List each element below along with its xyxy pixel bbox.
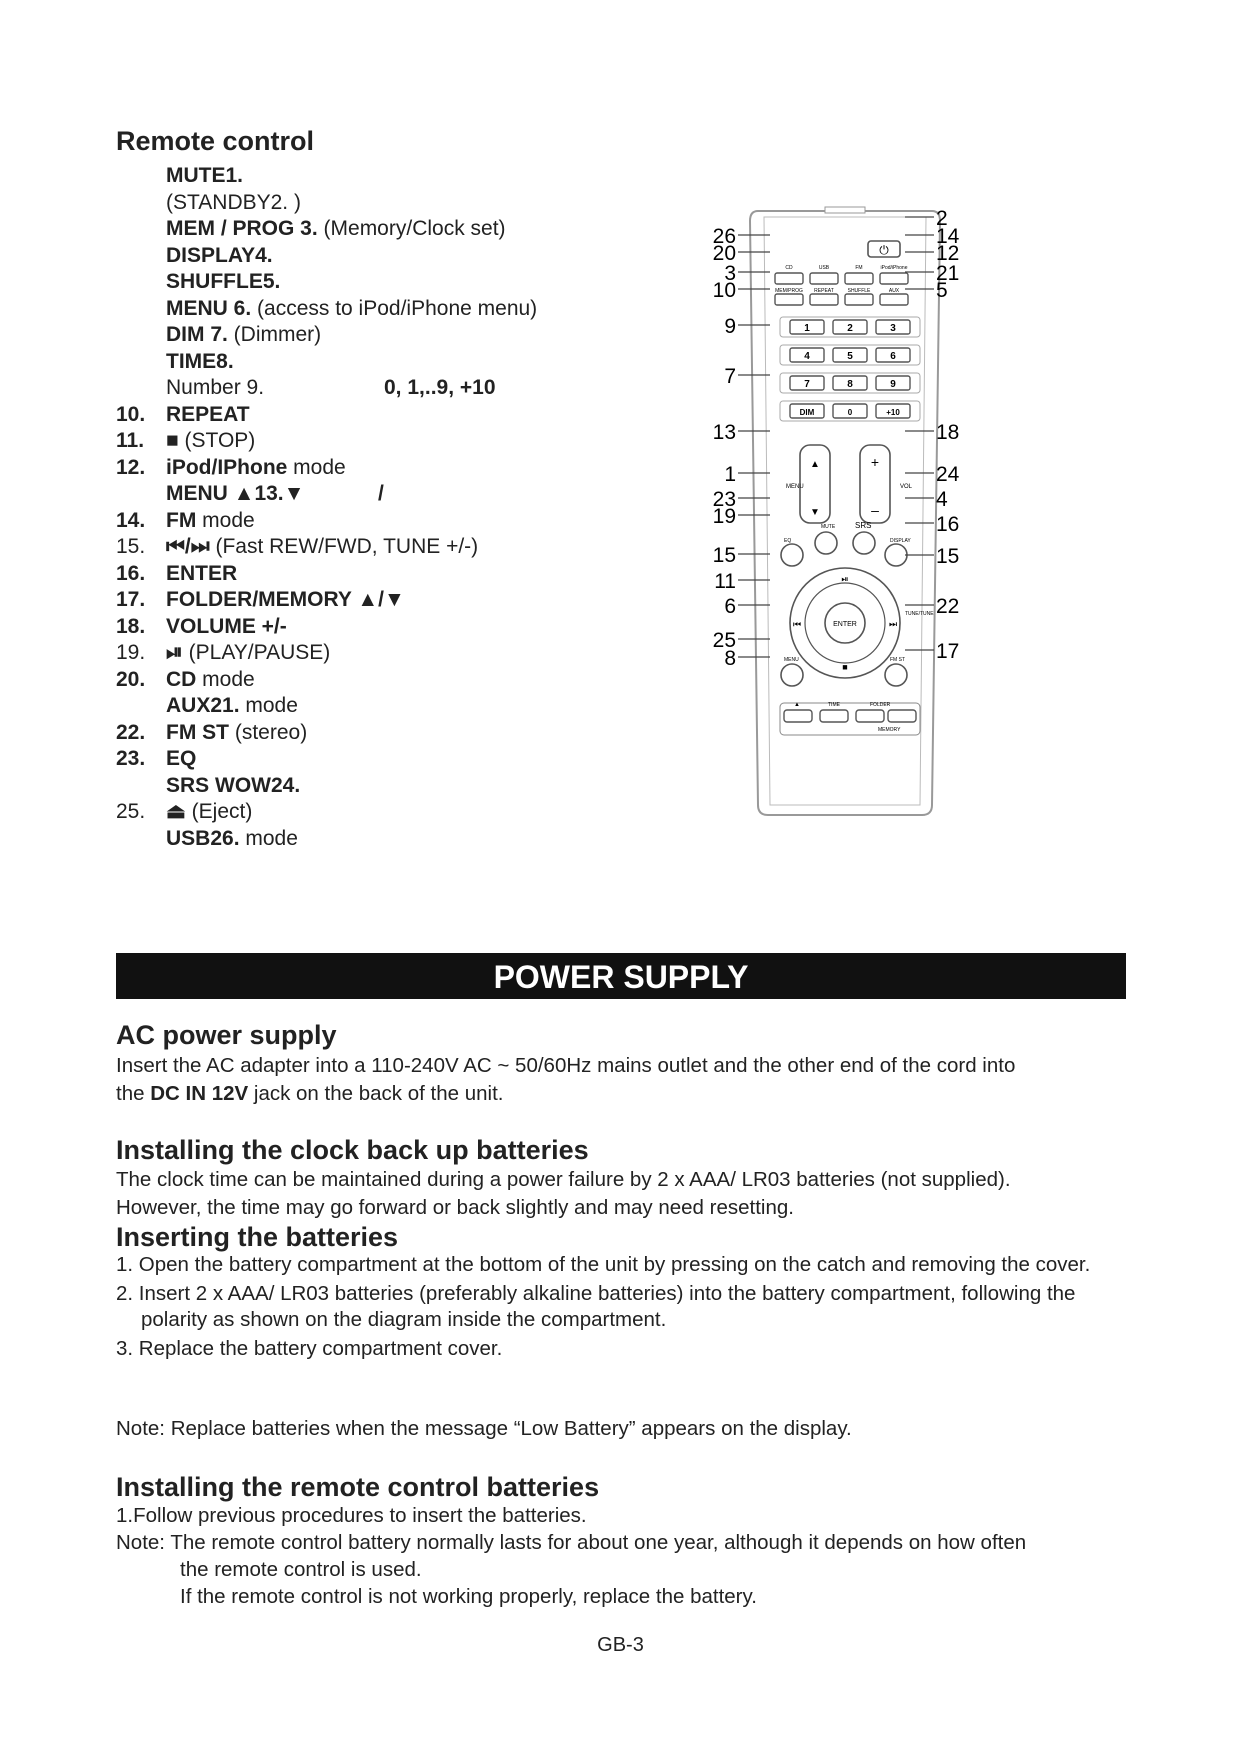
time-label: TIME [828, 702, 840, 708]
svg-text:–: – [871, 502, 879, 518]
remote-item [116, 243, 586, 270]
remote-item-text: MUTE1. [166, 164, 244, 187]
remote-item-text: AUX21. mode [166, 694, 298, 717]
low-battery-note: Note: Replace batteries when the message “Low Battery” appears on the display. [116, 1417, 852, 1440]
callout-number: 20 [712, 242, 736, 265]
remote-item-text: (STANDBY2. ) [166, 190, 301, 214]
callout-number: 13 [712, 421, 736, 444]
callout-number: 15 [712, 544, 736, 567]
remote-item-text: ⏏ (Eject) [166, 800, 253, 823]
digit-label: 1 [804, 323, 810, 334]
display-button [885, 544, 907, 566]
remote-item [116, 561, 586, 588]
callout-number: 9 [724, 315, 736, 338]
callout-number: 14 [936, 225, 960, 248]
remote-item [116, 349, 586, 376]
remote-item [116, 746, 586, 773]
function-button-label: SHUFFLE [847, 288, 871, 294]
svg-text:■: ■ [842, 662, 848, 672]
remote-item-number: 20. [116, 667, 146, 691]
callout-number: 8 [724, 647, 736, 670]
remote-item [116, 640, 586, 667]
digit-label: 0 [847, 408, 853, 417]
callout-number: 18 [936, 421, 960, 444]
callout-number: 2 [936, 207, 948, 230]
callout-number: 21 [936, 262, 960, 285]
remote-item [116, 269, 586, 296]
function-button [880, 294, 908, 305]
remote-item [116, 296, 586, 323]
remote-diagram [700, 205, 990, 825]
eject-button [784, 710, 812, 722]
callout-number: 7 [724, 365, 736, 388]
remote-item-number: 14. [116, 508, 146, 532]
menu2-label: MENU [784, 657, 799, 663]
callout-number: 16 [936, 513, 960, 536]
remote-item [116, 455, 586, 482]
remote-item [116, 826, 586, 853]
remote-item-number: 16. [116, 561, 146, 585]
remote-item-text: DISPLAY4. [166, 243, 273, 267]
remote-item [116, 322, 586, 349]
svg-text:+: + [870, 454, 880, 470]
ac-line2: the DC IN 12V jack on the back of the unit. [116, 1082, 504, 1105]
folder-up-button [856, 710, 884, 722]
fm-st-button [885, 664, 907, 686]
remote-item-text: ⏮/⏭ (Fast REW/FWD, TUNE +/-) [166, 535, 479, 558]
memory-label: MEMORY [878, 727, 901, 733]
callout-number: 11 [714, 570, 736, 593]
digit-label: 5 [847, 351, 853, 362]
remote-items-list [116, 163, 586, 852]
callout-number: 12 [936, 242, 960, 265]
remote-item-number: 12. [116, 455, 146, 479]
remote-batteries-paragraph [116, 1502, 1136, 1610]
remote-item-text: CD mode [166, 667, 255, 691]
eq-label: EQ [784, 538, 792, 544]
callout-number: 17 [936, 640, 960, 663]
callout-number: 1 [724, 463, 736, 486]
remote-item-text: VOLUME +/- [166, 614, 287, 638]
remote-item [116, 163, 586, 190]
callout-number: 22 [936, 595, 960, 618]
display-label: DISPLAY [890, 538, 911, 544]
remote-item [116, 773, 586, 800]
remote-item-text: FM mode [166, 508, 255, 532]
remote-item [116, 614, 586, 641]
svg-text:▲: ▲ [794, 702, 800, 708]
source-button-label: USB [818, 265, 830, 271]
function-button [810, 294, 838, 305]
digit-label: 9 [890, 379, 896, 390]
callout-number: 26 [712, 225, 736, 248]
vol-label: VOL [900, 484, 913, 490]
folder-label: FOLDER [870, 702, 891, 708]
callout-number: 10 [712, 279, 736, 302]
callout-number: 3 [724, 262, 736, 285]
remote-item-number: 17. [116, 588, 146, 611]
remote-item-number: 23. [116, 747, 146, 770]
remote-item-text: FOLDER/MEMORY ▲/▼ [166, 588, 405, 611]
remote-item [116, 587, 586, 614]
remote-item-text: DIM 7. (Dimmer) [166, 323, 322, 346]
remote-item-extra: / [378, 482, 384, 505]
callout-number: 6 [724, 595, 736, 618]
function-button-label: MEM/PROG [775, 288, 803, 294]
callout-number: 5 [936, 279, 948, 302]
clock-line1: The clock time can be maintained during a power failure by 2 x AAA/ LR03 batteries (not supplied). [116, 1168, 1011, 1191]
inserting-steps [116, 1252, 1136, 1362]
fmst-label: FM ST [890, 657, 905, 663]
remote-item-text: MENU ▲13.▼ [166, 482, 305, 505]
eq-button [781, 544, 803, 566]
function-button-label: AUX [888, 288, 900, 294]
remote-item-number: 10. [116, 402, 146, 426]
menu-label: MENU [786, 484, 804, 490]
remote-item [116, 402, 586, 429]
remote-item-number: 15. [116, 535, 146, 558]
digit-label: 6 [890, 351, 896, 362]
inserting-batteries-heading: Inserting the batteries [116, 1222, 399, 1252]
mute-button [815, 532, 837, 554]
function-button-label: REPEAT [814, 288, 834, 294]
svg-text:⏻: ⏻ [879, 243, 889, 257]
source-button [845, 273, 873, 284]
ac-line1: Insert the AC adapter into a 110-240V AC ~ 50/60Hz mains outlet and the other end of the cord into [116, 1054, 1016, 1077]
remote-item-text: EQ [166, 747, 197, 770]
svg-text:⏯: ⏯ [841, 574, 849, 584]
remote-item-text: FM ST (stereo) [166, 720, 308, 744]
clock-line2: However, the time may go forward or back slightly and may need resetting. [116, 1196, 794, 1219]
source-button-label: CD [785, 265, 793, 271]
remote-item-extra: 0, 1,..9, +10 [384, 376, 496, 399]
source-button-label: iPod/iPhone [880, 265, 908, 271]
remote-item-text: USB26. mode [166, 826, 298, 850]
callout-number: 19 [712, 505, 736, 528]
remote-item-text: REPEAT [166, 402, 250, 426]
time-button [820, 710, 848, 722]
srs-label: SRS [855, 521, 872, 530]
callout-number: 15 [936, 545, 960, 568]
remote-item [116, 693, 586, 720]
remote-item-text: ■ (STOP) [166, 429, 256, 452]
remote-item-text: SRS WOW24. [166, 773, 301, 797]
digit-label: +10 [886, 408, 900, 417]
remote-item-text: MENU 6. (access to iPod/iPhone menu) [166, 296, 538, 320]
source-button [775, 273, 803, 284]
folder-down-button [888, 710, 916, 722]
svg-text:▲: ▲ [810, 459, 820, 470]
function-button [775, 294, 803, 305]
remote-batteries-heading: Installing the remote control batteries [116, 1472, 600, 1502]
remote-item [116, 216, 586, 243]
srs-button [853, 532, 875, 554]
digit-label: 2 [847, 323, 853, 334]
remote-item [116, 481, 586, 508]
menu-button [781, 664, 803, 686]
inserting-step: 1. Open the battery compartment at the bottom of the unit by pressing on the catch and removing the cover. [116, 1253, 1091, 1276]
remote-item-number: 19. [116, 641, 146, 664]
ac-paragraph [116, 1052, 1136, 1108]
digit-label: 4 [804, 351, 810, 362]
remote-item-text: ENTER [166, 561, 238, 585]
remote-item-text: SHUFFLE5. [166, 270, 281, 293]
remote-item [116, 428, 586, 455]
svg-text:▼: ▼ [810, 507, 820, 518]
remote-item-text: iPod/IPhone mode [166, 455, 346, 479]
enter-label: ENTER [833, 621, 857, 628]
inserting-step: 2. Insert 2 x AAA/ LR03 batteries (preferably alkaline batteries) into the battery compartment, following the polarity as shown on the diagram inside the compartment. [116, 1282, 1076, 1331]
callout-number: 25 [712, 629, 736, 652]
tune-label: TUNE/TUNE [905, 611, 934, 617]
remote-item-number: 25. [116, 800, 146, 823]
source-button [880, 273, 908, 284]
ac-power-heading: AC power supply [116, 1020, 337, 1050]
callout-number: 4 [936, 488, 948, 511]
remote-item [116, 799, 586, 826]
digit-label: 7 [804, 379, 810, 390]
digit-label: 8 [847, 379, 853, 390]
remote-item [116, 508, 586, 535]
svg-text:⏭: ⏭ [888, 619, 898, 629]
remote-item [116, 190, 586, 217]
remote-batt-note3: If the remote control is not working properly, replace the battery. [180, 1585, 757, 1608]
source-button [810, 273, 838, 284]
power-supply-banner: POWER SUPPLY [116, 953, 1126, 999]
remote-item-number: 18. [116, 614, 146, 638]
digit-label: 3 [890, 323, 896, 334]
callout-number: 24 [936, 463, 960, 486]
remote-batt-step: 1.Follow previous procedures to insert the batteries. [116, 1504, 587, 1527]
clock-paragraph [116, 1166, 1136, 1222]
remote-item [116, 534, 586, 561]
mute-label: MUTE [821, 524, 836, 530]
remote-batt-note2: the remote control is used. [180, 1558, 422, 1581]
svg-text:⏮: ⏮ [792, 619, 802, 629]
remote-item [116, 667, 586, 694]
digit-label: DIM [799, 408, 815, 417]
remote-item-text: TIME8. [166, 349, 234, 373]
remote-item [116, 375, 586, 402]
function-button [845, 294, 873, 305]
remote-control-heading: Remote control [116, 126, 315, 156]
remote-item-text: MEM / PROG 3. (Memory/Clock set) [166, 217, 506, 240]
page-number: GB-3 [597, 1634, 644, 1656]
remote-item-number: 22. [116, 720, 146, 744]
remote-batt-note1: Note: The remote control battery normally lasts for about one year, although it depends on how often [116, 1531, 1027, 1554]
remote-item-text: Number 9. [166, 376, 265, 399]
remote-item [116, 720, 586, 747]
remote-item-number: 11. [116, 429, 145, 452]
inserting-step: 3. Replace the battery compartment cover. [116, 1337, 503, 1360]
remote-item-text: ⏯ (PLAY/PAUSE) [166, 641, 331, 664]
source-button-label: FM [855, 265, 863, 271]
clock-battery-heading: Installing the clock back up batteries [116, 1135, 589, 1165]
callout-number: 23 [712, 488, 736, 511]
